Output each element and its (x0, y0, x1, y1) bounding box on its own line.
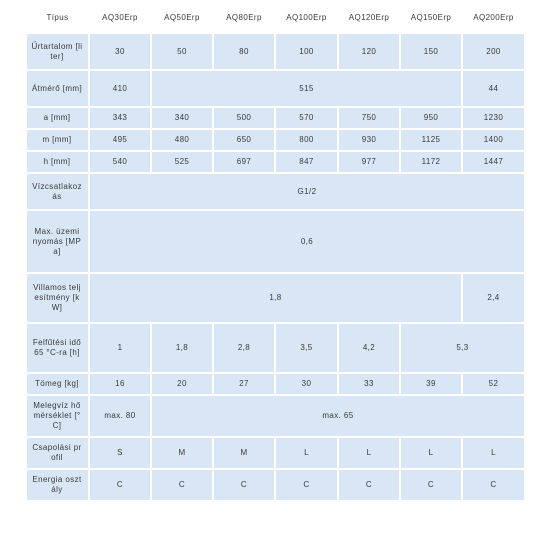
table-row (26, 437, 525, 469)
value-cell: 340 (151, 107, 213, 129)
value-cell: L (275, 437, 338, 469)
row-label (26, 33, 89, 70)
value-cell: C (151, 469, 213, 501)
value-cell: M (151, 437, 213, 469)
value-cell: 495 (89, 129, 151, 151)
value-cell: 120 (338, 33, 400, 70)
value-cell: G1/2 (89, 173, 525, 210)
value-cell: 52 (462, 373, 525, 395)
value-cell: 80 (213, 33, 275, 70)
value-cell: 480 (151, 129, 213, 151)
value-cell: 20 (151, 373, 213, 395)
value-cell: 1,8 (89, 273, 462, 323)
value-cell: 1,8 (151, 323, 213, 373)
value-cell: 5,3 (400, 323, 525, 373)
value-cell: M (213, 437, 275, 469)
value-cell: 343 (89, 107, 151, 129)
value-cell: max. 65 (151, 395, 525, 437)
table-row (26, 373, 525, 395)
value-cell: S (89, 437, 151, 469)
table-row (26, 129, 525, 151)
header-model: AQ30Erp (89, 3, 151, 33)
value-cell: L (338, 437, 400, 469)
value-cell: 410 (89, 70, 151, 107)
value-cell: 1447 (462, 151, 525, 173)
table-row (26, 273, 525, 323)
header-model: AQ150Erp (400, 3, 462, 33)
row-label-text: Átmérő [mm] (31, 83, 83, 93)
value-cell: 1172 (400, 151, 462, 173)
value-cell: 30 (89, 33, 151, 70)
table-row (26, 469, 525, 501)
value-cell: 800 (275, 129, 338, 151)
value-cell: 750 (338, 107, 400, 129)
spec-body (26, 33, 525, 501)
value-cell: 30 (275, 373, 338, 395)
value-cell: 950 (400, 107, 462, 129)
row-label (26, 173, 89, 210)
row-label (26, 70, 89, 107)
value-cell: C (400, 469, 462, 501)
value-cell: 50 (151, 33, 213, 70)
row-label-text: Max. üzemi nyomás [MPa] (32, 226, 82, 256)
row-label (26, 107, 89, 129)
value-cell: 100 (275, 33, 338, 70)
value-cell: 650 (213, 129, 275, 151)
value-cell: 2,8 (213, 323, 275, 373)
table-row (26, 33, 525, 70)
value-cell: 1125 (400, 129, 462, 151)
table-row (26, 151, 525, 173)
value-cell: 33 (338, 373, 400, 395)
row-label-text: Csapolási profil (32, 443, 82, 462)
value-cell: 44 (462, 70, 525, 107)
row-label-text: a [mm] (43, 113, 71, 122)
row-label-text: Melegvíz hőmérséklet [°C] (33, 401, 81, 430)
header-model: AQ50Erp (151, 3, 213, 33)
row-label-text: Űrtartalom [liter] (31, 41, 83, 61)
value-cell: L (462, 437, 525, 469)
value-cell: 697 (213, 151, 275, 173)
row-label (26, 469, 89, 501)
row-label (26, 129, 89, 151)
row-label (26, 373, 89, 395)
row-label-text: h [mm] (43, 157, 71, 166)
row-label (26, 210, 89, 273)
value-cell: 847 (275, 151, 338, 173)
value-cell: max. 80 (89, 395, 151, 437)
value-cell: 2,4 (462, 273, 525, 323)
table-row (26, 70, 525, 107)
header-model: AQ200Erp (462, 3, 525, 33)
value-cell: C (338, 469, 400, 501)
value-cell: 1230 (462, 107, 525, 129)
value-cell: C (89, 469, 151, 501)
header-model: AQ80Erp (213, 3, 275, 33)
value-cell: L (400, 437, 462, 469)
table-row (26, 210, 525, 273)
table-row (26, 323, 525, 373)
row-label (26, 151, 89, 173)
value-cell: 515 (151, 70, 462, 107)
value-cell: 570 (275, 107, 338, 129)
value-cell: 0,6 (89, 210, 525, 273)
value-cell: 16 (89, 373, 151, 395)
row-label (26, 323, 89, 373)
row-label-text: Felfűtési idő 65 °C-ra [h] (32, 338, 82, 357)
row-label-text: Villamos teljesítmény [kW] (33, 283, 81, 312)
header-label: Típus (26, 3, 89, 33)
value-cell: C (462, 469, 525, 501)
row-label-text: m [mm] (42, 135, 72, 144)
value-cell: 4,2 (338, 323, 400, 373)
spec-table (25, 2, 526, 502)
row-label (26, 273, 89, 323)
value-cell: 3,5 (275, 323, 338, 373)
value-cell: 27 (213, 373, 275, 395)
row-label-text: Tömeg [kg] (34, 379, 79, 388)
value-cell: 500 (213, 107, 275, 129)
value-cell: 930 (338, 129, 400, 151)
value-cell: C (275, 469, 338, 501)
header-model: AQ100Erp (275, 3, 338, 33)
value-cell: 1 (89, 323, 151, 373)
row-label (26, 437, 89, 469)
value-cell: 540 (89, 151, 151, 173)
value-cell: 39 (400, 373, 462, 395)
table-row (26, 173, 525, 210)
row-label-text: Energia osztály (32, 475, 82, 494)
table-row (26, 395, 525, 437)
header-model: AQ120Erp (338, 3, 400, 33)
table-row (26, 107, 525, 129)
header-row (26, 3, 525, 33)
value-cell: 977 (338, 151, 400, 173)
value-cell: 1400 (462, 129, 525, 151)
value-cell: 525 (151, 151, 213, 173)
row-label (26, 395, 89, 437)
value-cell: C (213, 469, 275, 501)
value-cell: 200 (462, 33, 525, 70)
value-cell: 150 (400, 33, 462, 70)
row-label-text: Vízcsatlakozás (32, 181, 82, 201)
